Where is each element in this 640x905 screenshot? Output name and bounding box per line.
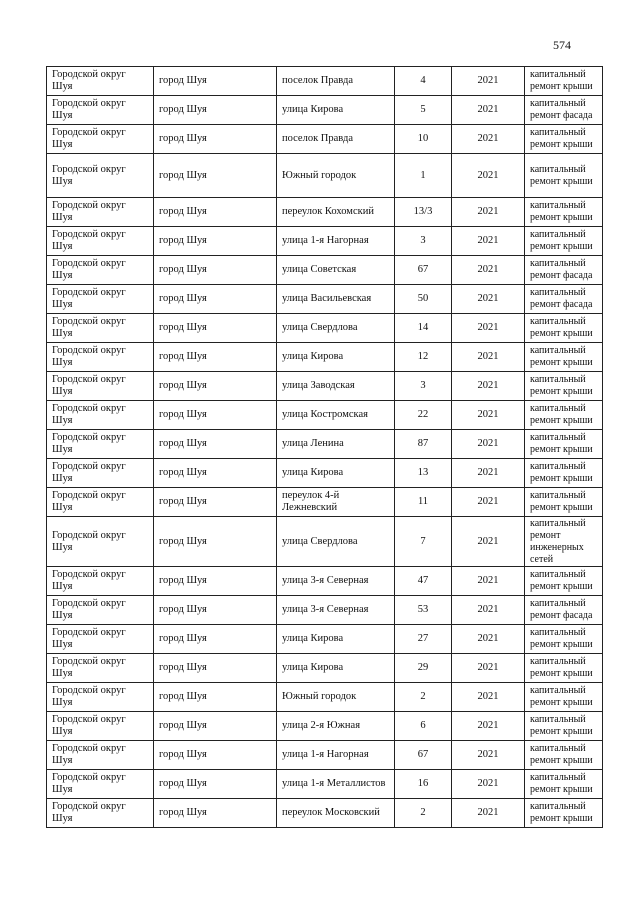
house-number-cell: 1 — [395, 154, 452, 198]
work-type-cell: капитальный ремонт крыши — [525, 372, 603, 401]
year-cell: 2021 — [452, 799, 525, 828]
house-number-cell: 3 — [395, 372, 452, 401]
year-cell: 2021 — [452, 712, 525, 741]
work-type-cell: капитальный ремонт фасада — [525, 596, 603, 625]
work-type-cell: капитальный ремонт крыши — [525, 488, 603, 517]
street-cell: улица 1-я Нагорная — [277, 227, 395, 256]
work-type-cell: капитальный ремонт крыши — [525, 401, 603, 430]
street-cell: улица Заводская — [277, 372, 395, 401]
table-row — [47, 712, 603, 741]
table-row — [47, 343, 603, 372]
house-number-cell: 67 — [395, 256, 452, 285]
district-cell: Городской округ Шуя — [47, 596, 154, 625]
street-cell: улица 1-я Металлистов — [277, 770, 395, 799]
city-cell: город Шуя — [154, 596, 277, 625]
table-row — [47, 125, 603, 154]
city-cell: город Шуя — [154, 314, 277, 343]
work-type-cell: капитальный ремонт крыши — [525, 154, 603, 198]
district-cell: Городской округ Шуя — [47, 372, 154, 401]
street-cell: улица 1-я Нагорная — [277, 741, 395, 770]
city-cell: город Шуя — [154, 625, 277, 654]
work-type-cell: капитальный ремонт крыши — [525, 712, 603, 741]
table-row — [47, 256, 603, 285]
house-number-cell: 2 — [395, 799, 452, 828]
registry-table-body — [47, 67, 603, 828]
district-cell: Городской округ Шуя — [47, 256, 154, 285]
table-row — [47, 567, 603, 596]
street-cell: улица Кирова — [277, 459, 395, 488]
street-cell: улица 3-я Северная — [277, 567, 395, 596]
house-number-cell: 67 — [395, 741, 452, 770]
work-type-cell: капитальный ремонт крыши — [525, 683, 603, 712]
city-cell: город Шуя — [154, 285, 277, 314]
table-row — [47, 401, 603, 430]
year-cell: 2021 — [452, 741, 525, 770]
year-cell: 2021 — [452, 517, 525, 567]
house-number-cell: 29 — [395, 654, 452, 683]
district-cell: Городской округ Шуя — [47, 799, 154, 828]
work-type-cell: капитальный ремонт крыши — [525, 314, 603, 343]
table-row — [47, 430, 603, 459]
work-type-cell: капитальный ремонт фасада — [525, 256, 603, 285]
year-cell: 2021 — [452, 459, 525, 488]
city-cell: город Шуя — [154, 517, 277, 567]
district-cell: Городской округ Шуя — [47, 517, 154, 567]
district-cell: Городской округ Шуя — [47, 625, 154, 654]
street-cell: улица Кирова — [277, 343, 395, 372]
house-number-cell: 53 — [395, 596, 452, 625]
year-cell: 2021 — [452, 314, 525, 343]
city-cell: город Шуя — [154, 567, 277, 596]
house-number-cell: 12 — [395, 343, 452, 372]
street-cell: улица 2-я Южная — [277, 712, 395, 741]
house-number-cell: 50 — [395, 285, 452, 314]
year-cell: 2021 — [452, 125, 525, 154]
district-cell: Городской округ Шуя — [47, 96, 154, 125]
work-type-cell: капитальный ремонт крыши — [525, 770, 603, 799]
work-type-cell: капитальный ремонт крыши — [525, 67, 603, 96]
year-cell: 2021 — [452, 227, 525, 256]
city-cell: город Шуя — [154, 799, 277, 828]
year-cell: 2021 — [452, 256, 525, 285]
year-cell: 2021 — [452, 654, 525, 683]
district-cell: Городской округ Шуя — [47, 741, 154, 770]
year-cell: 2021 — [452, 683, 525, 712]
street-cell: улица Кирова — [277, 625, 395, 654]
city-cell: город Шуя — [154, 741, 277, 770]
work-type-cell: капитальный ремонт крыши — [525, 198, 603, 227]
table-row — [47, 625, 603, 654]
district-cell: Городской округ Шуя — [47, 154, 154, 198]
district-cell: Городской округ Шуя — [47, 683, 154, 712]
table-row — [47, 770, 603, 799]
street-cell: улица Свердлова — [277, 314, 395, 343]
city-cell: город Шуя — [154, 430, 277, 459]
table-row — [47, 488, 603, 517]
street-cell: переулок 4-й Лежневский — [277, 488, 395, 517]
year-cell: 2021 — [452, 372, 525, 401]
year-cell: 2021 — [452, 401, 525, 430]
house-number-cell: 27 — [395, 625, 452, 654]
work-type-cell: капитальный ремонт фасада — [525, 96, 603, 125]
city-cell: город Шуя — [154, 401, 277, 430]
house-number-cell: 4 — [395, 67, 452, 96]
work-type-cell: капитальный ремонт крыши — [525, 625, 603, 654]
street-cell: улица 3-я Северная — [277, 596, 395, 625]
city-cell: город Шуя — [154, 770, 277, 799]
house-number-cell: 87 — [395, 430, 452, 459]
city-cell: город Шуя — [154, 227, 277, 256]
table-row — [47, 227, 603, 256]
city-cell: город Шуя — [154, 459, 277, 488]
city-cell: город Шуя — [154, 96, 277, 125]
street-cell: улица Советская — [277, 256, 395, 285]
work-type-cell: капитальный ремонт крыши — [525, 343, 603, 372]
page-number: 574 — [553, 38, 571, 52]
year-cell: 2021 — [452, 285, 525, 314]
district-cell: Городской округ Шуя — [47, 430, 154, 459]
street-cell: переулок Кохомский — [277, 198, 395, 227]
table-row — [47, 96, 603, 125]
house-number-cell: 13 — [395, 459, 452, 488]
table-row — [47, 799, 603, 828]
table-row — [47, 741, 603, 770]
street-cell: поселок Правда — [277, 67, 395, 96]
year-cell: 2021 — [452, 770, 525, 799]
street-cell: улица Свердлова — [277, 517, 395, 567]
district-cell: Городской округ Шуя — [47, 67, 154, 96]
year-cell: 2021 — [452, 625, 525, 654]
year-cell: 2021 — [452, 343, 525, 372]
district-cell: Городской округ Шуя — [47, 125, 154, 154]
work-type-cell: капитальный ремонт крыши — [525, 227, 603, 256]
house-number-cell: 47 — [395, 567, 452, 596]
table-row — [47, 198, 603, 227]
table-row — [47, 285, 603, 314]
street-cell: улица Кирова — [277, 654, 395, 683]
house-number-cell: 3 — [395, 227, 452, 256]
work-type-cell: капитальный ремонт крыши — [525, 741, 603, 770]
city-cell: город Шуя — [154, 67, 277, 96]
city-cell: город Шуя — [154, 488, 277, 517]
registry-table — [46, 66, 603, 828]
house-number-cell: 6 — [395, 712, 452, 741]
work-type-cell: капитальный ремонт крыши — [525, 654, 603, 683]
district-cell: Городской округ Шуя — [47, 343, 154, 372]
district-cell: Городской округ Шуя — [47, 459, 154, 488]
district-cell: Городской округ Шуя — [47, 314, 154, 343]
house-number-cell: 13/3 — [395, 198, 452, 227]
year-cell: 2021 — [452, 154, 525, 198]
house-number-cell: 2 — [395, 683, 452, 712]
table-row — [47, 314, 603, 343]
city-cell: город Шуя — [154, 372, 277, 401]
district-cell: Городской округ Шуя — [47, 227, 154, 256]
year-cell: 2021 — [452, 567, 525, 596]
work-type-cell: капитальный ремонт крыши — [525, 799, 603, 828]
work-type-cell: капитальный ремонт крыши — [525, 430, 603, 459]
district-cell: Городской округ Шуя — [47, 712, 154, 741]
district-cell: Городской округ Шуя — [47, 567, 154, 596]
street-cell: Южный городок — [277, 683, 395, 712]
city-cell: город Шуя — [154, 256, 277, 285]
table-row — [47, 683, 603, 712]
district-cell: Городской округ Шуя — [47, 770, 154, 799]
city-cell: город Шуя — [154, 683, 277, 712]
street-cell: улица Кирова — [277, 96, 395, 125]
table-row — [47, 596, 603, 625]
house-number-cell: 14 — [395, 314, 452, 343]
table-row — [47, 459, 603, 488]
table-row — [47, 154, 603, 198]
house-number-cell: 16 — [395, 770, 452, 799]
house-number-cell: 7 — [395, 517, 452, 567]
city-cell: город Шуя — [154, 125, 277, 154]
work-type-cell: капитальный ремонт крыши — [525, 125, 603, 154]
work-type-cell: капитальный ремонт крыши — [525, 567, 603, 596]
year-cell: 2021 — [452, 96, 525, 125]
house-number-cell: 10 — [395, 125, 452, 154]
table-row — [47, 67, 603, 96]
street-cell: улица Васильевская — [277, 285, 395, 314]
city-cell: город Шуя — [154, 712, 277, 741]
house-number-cell: 11 — [395, 488, 452, 517]
district-cell: Городской округ Шуя — [47, 488, 154, 517]
work-type-cell: капитальный ремонт инженерных сетей — [525, 517, 603, 567]
house-number-cell: 5 — [395, 96, 452, 125]
district-cell: Городской округ Шуя — [47, 401, 154, 430]
street-cell: Южный городок — [277, 154, 395, 198]
table-row — [47, 517, 603, 567]
work-type-cell: капитальный ремонт крыши — [525, 459, 603, 488]
district-cell: Городской округ Шуя — [47, 285, 154, 314]
year-cell: 2021 — [452, 596, 525, 625]
year-cell: 2021 — [452, 198, 525, 227]
city-cell: город Шуя — [154, 343, 277, 372]
city-cell: город Шуя — [154, 154, 277, 198]
city-cell: город Шуя — [154, 654, 277, 683]
city-cell: город Шуя — [154, 198, 277, 227]
street-cell: улица Ленина — [277, 430, 395, 459]
street-cell: улица Костромская — [277, 401, 395, 430]
table-row — [47, 372, 603, 401]
district-cell: Городской округ Шуя — [47, 198, 154, 227]
table-row — [47, 654, 603, 683]
year-cell: 2021 — [452, 67, 525, 96]
house-number-cell: 22 — [395, 401, 452, 430]
street-cell: переулок Московский — [277, 799, 395, 828]
work-type-cell: капитальный ремонт фасада — [525, 285, 603, 314]
year-cell: 2021 — [452, 430, 525, 459]
year-cell: 2021 — [452, 488, 525, 517]
district-cell: Городской округ Шуя — [47, 654, 154, 683]
street-cell: поселок Правда — [277, 125, 395, 154]
